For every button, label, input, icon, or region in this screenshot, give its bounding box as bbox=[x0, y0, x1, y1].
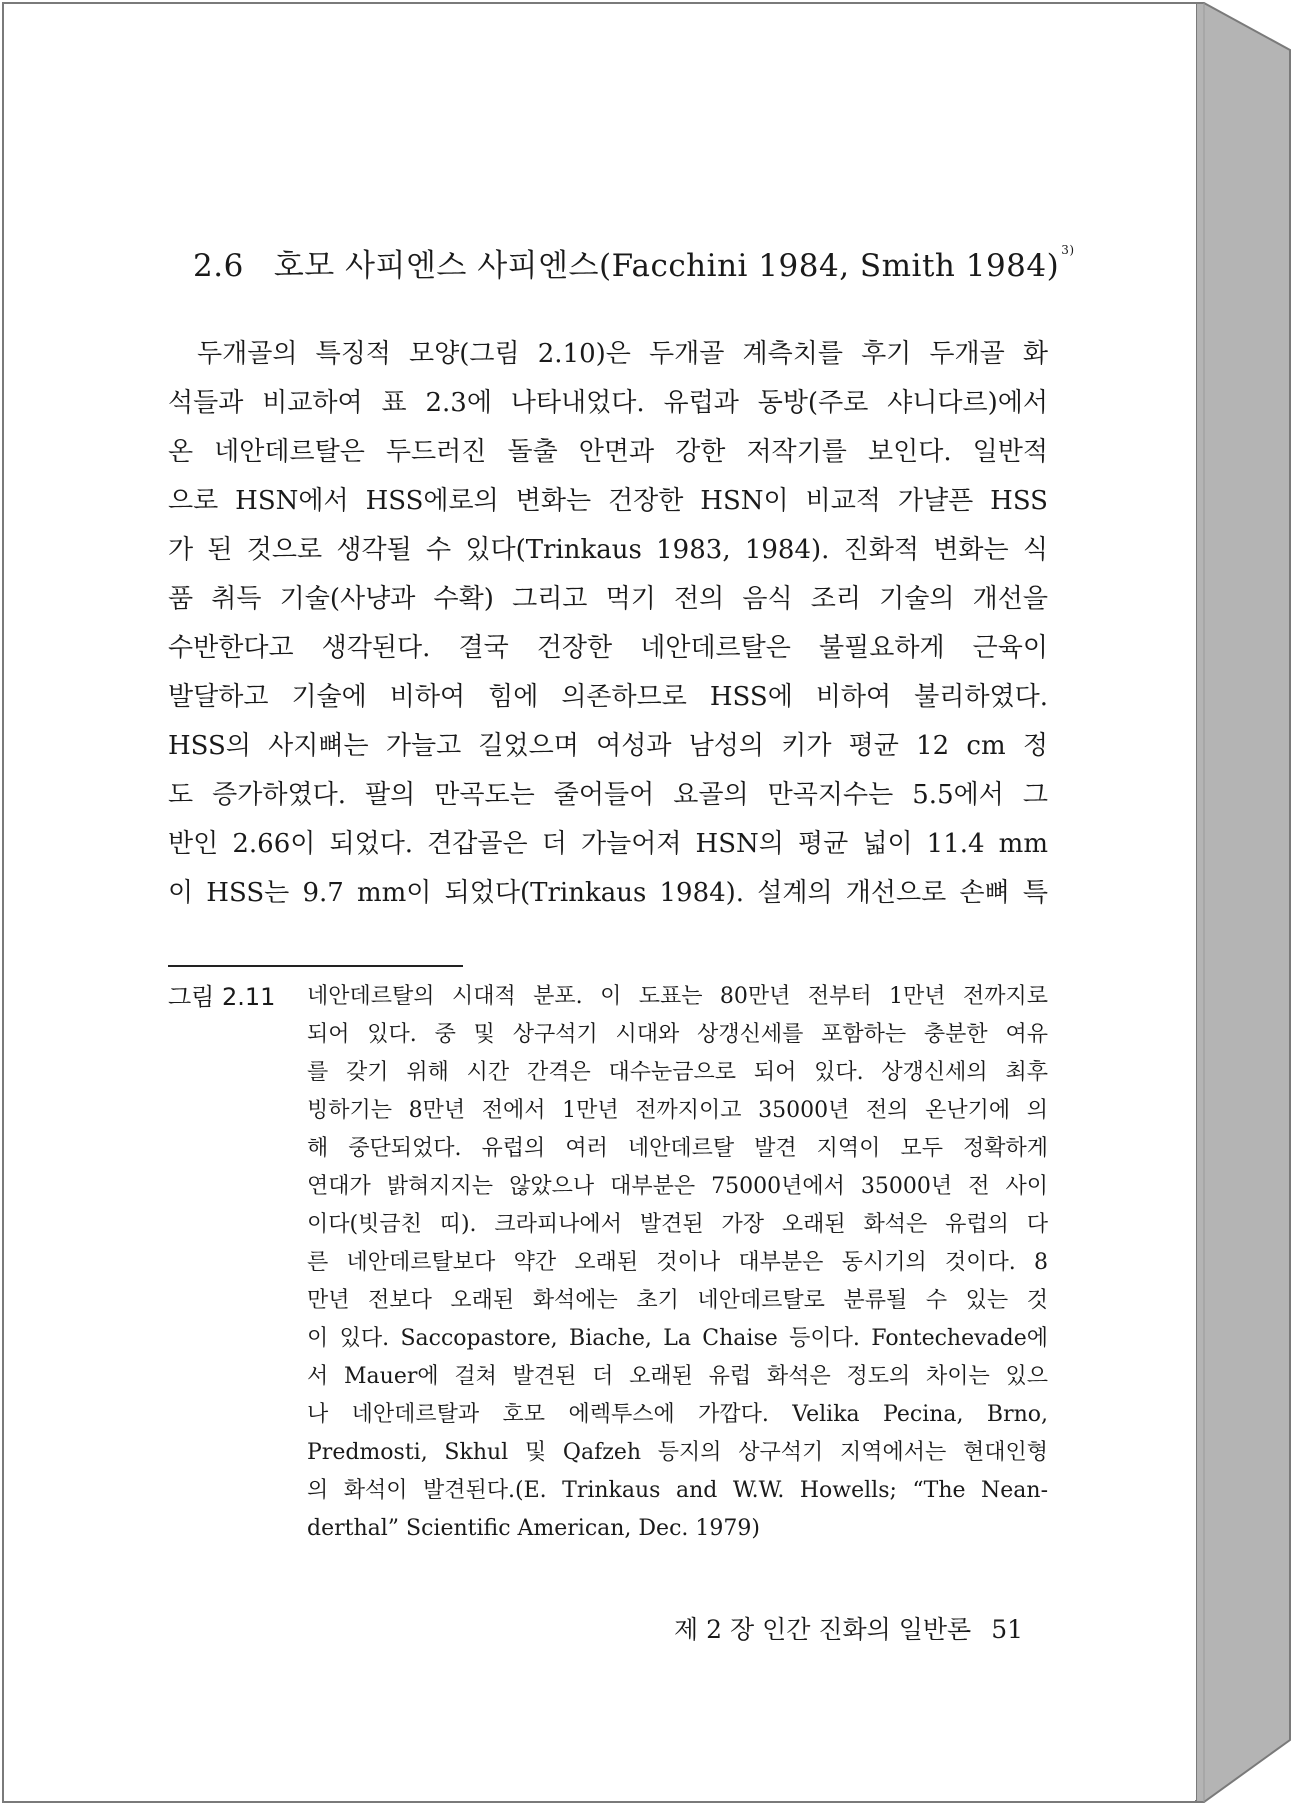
caption-line: 만년 전보다 오래된 화석에는 초기 네안데르탈로 분류될 수 있는 것 bbox=[307, 1288, 1048, 1313]
body-line: 도 증가하였다. 팔의 만곡도는 줄어들어 요골의 만곡지수는 5.5에서 그 bbox=[168, 780, 1048, 810]
caption-line: 서 Mauer에 걸쳐 발견된 더 오래된 유럽 화석은 정도의 차이는 있으 bbox=[307, 1364, 1048, 1389]
caption-line: Predmosti, Skhul 및 Qafzeh 등지의 상구석기 지역에서는 현대인형 bbox=[307, 1440, 1048, 1465]
caption-line: 나 네안데르탈과 호모 에렉투스에 가깝다. Velika Pecina, Brno, bbox=[307, 1402, 1048, 1427]
caption-line: derthal” Scientific American, Dec. 1979) bbox=[307, 1516, 760, 1541]
caption-line: 이 있다. Saccopastore, Biache, La Chaise 등이다. Fontechevade에 bbox=[307, 1326, 1048, 1351]
page-number: 51 bbox=[991, 1615, 1023, 1644]
body-line: 석들과 비교하여 표 2.3에 나타내었다. 유럽과 동방(주로 샤니다르)에서 bbox=[168, 388, 1048, 418]
caption-line: 네안데르탈의 시대적 분포. 이 도표는 80만년 전부터 1만년 전까지로 bbox=[307, 984, 1048, 1009]
body-line: 품 취득 기술(사냥과 수확) 그리고 먹기 전의 음식 조리 기술의 개선을 bbox=[168, 584, 1048, 614]
body-line: 으로 HSN에서 HSS에로의 변화는 건장한 HSN이 비교적 가냘픈 HSS bbox=[168, 486, 1048, 516]
caption-text bbox=[307, 978, 1048, 1548]
page-footer bbox=[655, 1610, 1023, 1646]
caption-line: 른 네안데르탈보다 약간 오래된 것이나 대부분은 동시기의 것이다. 8 bbox=[307, 1250, 1048, 1275]
section-number: 2.6 bbox=[193, 248, 244, 284]
chapter-title: 제 2 장 인간 진화의 일반론 bbox=[674, 1615, 972, 1644]
body-line: HSS의 사지뼈는 가늘고 길었으며 여성과 남성의 키가 평균 12 cm 정 bbox=[168, 731, 1048, 761]
caption-label: 그림 2.11 bbox=[168, 983, 276, 1011]
caption-line: 를 갖기 위해 시간 간격은 대수눈금으로 되어 있다. 상갱신세의 최후 bbox=[307, 1060, 1048, 1085]
section-title: 호모 사피엔스 사피엔스(Facchini 1984, Smith 1984) bbox=[273, 248, 1060, 284]
caption-line: 되어 있다. 중 및 상구석기 시대와 상갱신세를 포함하는 충분한 여유 bbox=[307, 1022, 1048, 1047]
footnote-mark: 3) bbox=[1061, 243, 1075, 257]
body-line: 두개골의 특징적 모양(그림 2.10)은 두개골 계측치를 후기 두개골 화 bbox=[197, 339, 1048, 369]
footnote-rule bbox=[168, 965, 463, 967]
caption-line: 연대가 밝혀지지는 않았으나 대부분은 75000년에서 35000년 전 사이 bbox=[307, 1174, 1048, 1199]
body-line: 온 네안데르탈은 두드러진 돌출 안면과 강한 저작기를 보인다. 일반적 bbox=[168, 437, 1048, 467]
caption-line: 의 화석이 발견된다.(E. Trinkaus and W.W. Howells; “The Nean- bbox=[307, 1478, 1048, 1503]
section-heading bbox=[193, 240, 1075, 285]
caption-line: 이다(빗금친 띠). 크라피나에서 발견된 가장 오래된 화석은 유럽의 다 bbox=[307, 1212, 1048, 1237]
body-line: 반인 2.66이 되었다. 견갑골은 더 가늘어져 HSN의 평균 넓이 11.4 mm bbox=[168, 829, 1048, 859]
body-paragraph bbox=[168, 330, 1048, 918]
body-line: 발달하고 기술에 비하여 힘에 의존하므로 HSS에 비하여 불리하였다. bbox=[168, 682, 1048, 712]
body-line: 이 HSS는 9.7 mm이 되었다(Trinkaus 1984). 설계의 개선으로 손뼈 특 bbox=[168, 878, 1048, 908]
caption-line: 해 중단되었다. 유럽의 여러 네안데르탈 발견 지역이 모두 정확하게 bbox=[307, 1136, 1048, 1161]
body-line: 수반한다고 생각된다. 결국 건장한 네안데르탈은 불필요하게 근육이 bbox=[168, 633, 1048, 663]
caption-line: 빙하기는 8만년 전에서 1만년 전까지이고 35000년 전의 온난기에 의 bbox=[307, 1098, 1048, 1123]
body-line: 가 된 것으로 생각될 수 있다(Trinkaus 1983, 1984). 진화적 변화는 식 bbox=[168, 535, 1048, 565]
